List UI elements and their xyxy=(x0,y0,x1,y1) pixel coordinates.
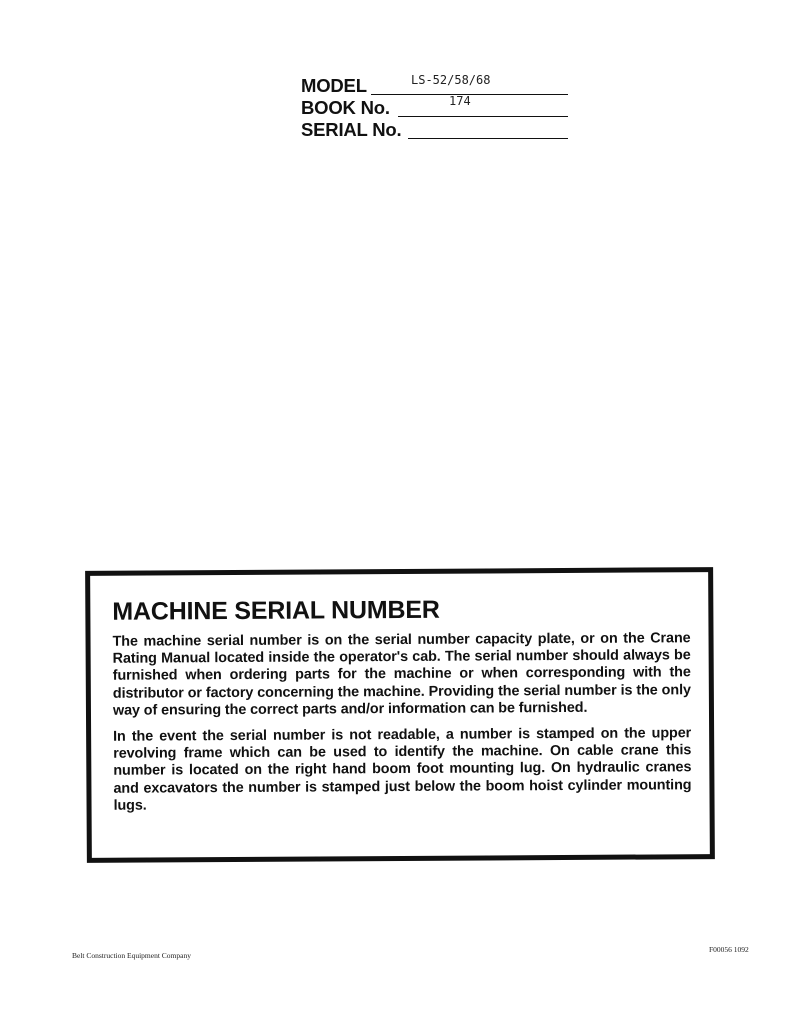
serial-number-label: SERIAL No. xyxy=(301,119,402,140)
model-field xyxy=(301,75,576,97)
book-number-label: BOOK No. xyxy=(301,97,390,118)
company-name: Belt Construction Equipment Company xyxy=(72,951,191,960)
serial-number-field xyxy=(301,119,576,141)
serial-number-underline xyxy=(408,138,568,139)
book-number-field xyxy=(301,94,576,119)
model-value: LS-52/58/68 xyxy=(411,73,491,87)
book-number-underline xyxy=(398,116,568,117)
identification-form xyxy=(301,75,576,141)
book-number-value: 174 xyxy=(449,94,471,108)
model-label: MODEL xyxy=(301,75,367,96)
notice-title: MACHINE SERIAL NUMBER xyxy=(112,595,440,626)
serial-number-notice xyxy=(85,567,715,863)
notice-paragraph-stamped-number: In the event the serial number is not readable, a number is stamped on the upper revolving frame which can be used to identify the machine. On cable crane this number is located on the right hand boom foot mounting lug. On hydraulic cranes and excavators the number is stamped just below the boom hoist cylinder mounting lugs. xyxy=(113,725,692,814)
notice-paragraph-location: The machine serial number is on the serial number capacity plate, or on the Crane Rating Manual located inside the operator's cab. The serial number should always be furnished when ordering parts for the machine or when corresponding with the distributor or factory concerning the machine. Providing the serial number is the only way of ensuring the correct parts and/or information can be furnished. xyxy=(112,630,691,719)
form-code: F00056 1092 xyxy=(709,945,749,954)
